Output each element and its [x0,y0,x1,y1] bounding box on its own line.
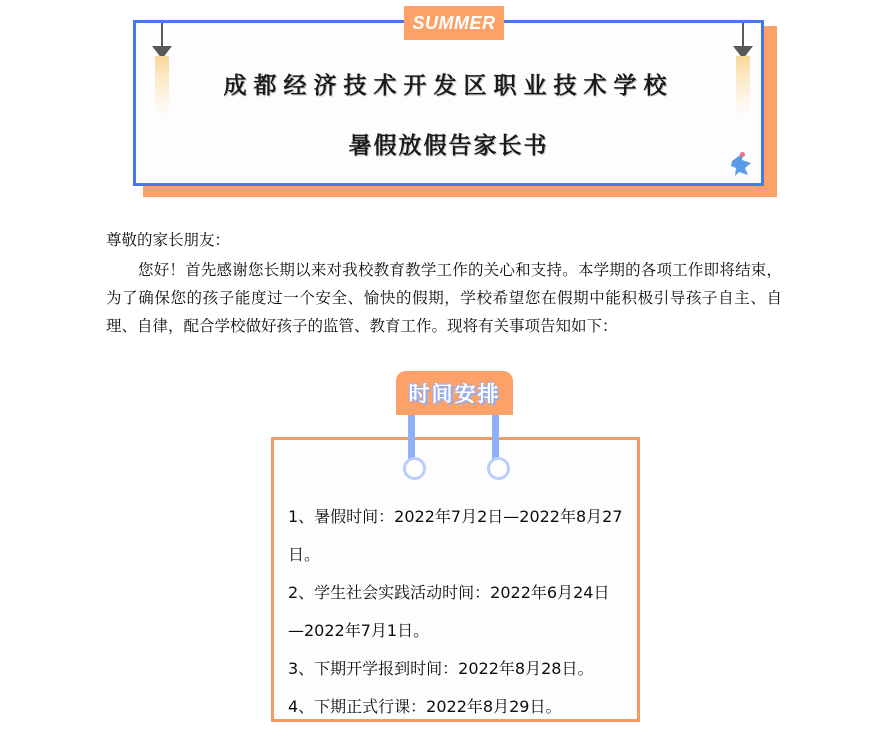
hanger-ring-left [403,457,426,480]
list-item: 4、下期正式行课：2022年8月29日。 [288,697,562,716]
salutation: 尊敬的家长朋友： [106,231,231,249]
lamp-cord [742,23,744,48]
letter-paragraph: 您好！首先感谢您长期以来对我校教育教学工作的关心和支持。本学期的各项工作即将结束，为了确保您的孩子能度过一个安全、愉快的假期，学校希望您在假期中能积极引导孩子自主、自理、自律，配合学校做好孩子的监管、教育工作。现将有关事项告知如下： [106,261,782,335]
summer-badge: SUMMER [404,6,504,40]
schedule-box [271,437,640,722]
banner-frame [133,20,764,186]
section-badge-schedule: 时间安排 [396,371,513,415]
list-item: 1、暑假时间：2022年7月2日—2022年8月27日。 [288,507,623,564]
list-item: 2、学生社会实践活动时间：2022年6月24日—2022年7月1日。 [288,583,610,640]
page-subtitle: 暑假放假告家长书 [348,133,549,158]
header-banner [133,6,777,202]
schedule-list [288,498,623,726]
page-title: 成都经济技术开发区职业技术学校 [223,73,674,98]
list-item: 3、下期开学报到时间：2022年8月28日。 [288,659,594,678]
letter-body [106,226,782,340]
blue-flag-icon [723,147,757,181]
hanger-ring-right [487,457,510,480]
lamp-cord [161,23,163,48]
